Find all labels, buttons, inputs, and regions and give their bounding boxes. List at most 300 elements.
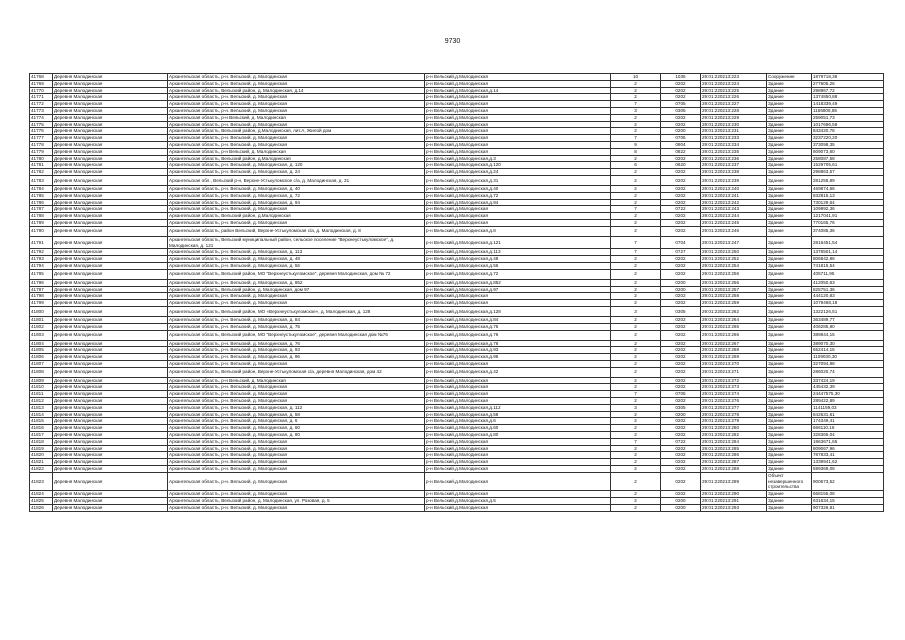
cell-short-address: р-н Вельский,д.Малодинская — [425, 472, 611, 490]
cell-short-address: р-н Вельский,д.Малодинская — [425, 94, 611, 101]
cell-row-number: 41817 — [30, 432, 53, 439]
cell-short-address: р-н Вельский,д.Малодинская — [425, 101, 611, 108]
cell-category-code: 0202 — [661, 347, 701, 354]
cell-area-code: 7 — [611, 249, 661, 256]
cell-cadastral-value: 328365,04 — [812, 432, 884, 439]
cell-category-code: 0200 — [661, 128, 701, 135]
cell-settlement: Деревня Малодинская — [53, 330, 168, 340]
cell-object-type: Здание — [767, 306, 812, 316]
cell-short-address: р-н Вельский,д.Малодинская,д.14 — [425, 87, 611, 94]
cell-row-number: 41809 — [30, 377, 53, 384]
cell-address: Архангельская область, р-н. Вельский, д. Малодинская — [168, 94, 425, 101]
cell-address: Архангельская область, р-н. Вельский, д. Малодинская, д. 60 — [168, 425, 425, 432]
cell-area-code: 2 — [611, 226, 661, 236]
cell-settlement: Деревня Малодинская — [53, 432, 168, 439]
cell-address: Архангельская область, р-н. Вельский, д. Малодинская, д. 112 — [168, 404, 425, 411]
cell-settlement: Деревня Малодинская — [53, 219, 168, 226]
cell-area-code: 9 — [611, 141, 661, 148]
cell-object-type: Здание — [767, 504, 812, 511]
table-row — [30, 391, 884, 398]
table-row — [30, 504, 884, 511]
cell-settlement: Деревня Малодинская — [53, 306, 168, 316]
cell-cadastral-number: 29:01:220213:228 — [701, 107, 767, 114]
cell-category-code: 0722 — [661, 206, 701, 213]
table-row — [30, 316, 884, 323]
cell-cadastral-value: 373098,35 — [812, 141, 884, 148]
cell-category-code: 0705 — [661, 391, 701, 398]
cell-address: Архангельская область, р-н. Вельский, д. Малодинская — [168, 206, 425, 213]
table-row — [30, 418, 884, 425]
cell-short-address: р-н Вельский,д.Малодинская — [425, 74, 611, 81]
cell-cadastral-value: 286020,74 — [812, 367, 884, 377]
cell-category-code: 0727 — [661, 249, 701, 256]
cell-area-code: 2 — [611, 80, 661, 87]
cell-short-address: р-н Вельский,д.Малодинская,д.5 — [425, 498, 611, 505]
cell-object-type: Здание — [767, 262, 812, 269]
cell-cadastral-value: 24447575,30 — [812, 391, 884, 398]
cell-area-code: 7 — [611, 236, 661, 249]
cell-short-address: р-н Вельский,д.Малодинская — [425, 128, 611, 135]
cell-short-address: р-н Вельский,д.Малодинская,д.72 — [425, 192, 611, 199]
cell-row-number: 41815 — [30, 418, 53, 425]
table-row — [30, 169, 884, 176]
cell-category-code: 0200 — [661, 504, 701, 511]
cell-row-number: 41779 — [30, 148, 53, 155]
cell-object-type: Здание — [767, 87, 812, 94]
cell-object-type: Здание — [767, 286, 812, 293]
cell-area-code: 7 — [611, 391, 661, 398]
cell-cadastral-value: 1156808,85 — [812, 107, 884, 114]
cell-cadastral-value: 631634,15 — [812, 498, 884, 505]
cell-address: Архангельская область, р-н. Вельский, д. Малодинская, д. 56 — [168, 262, 425, 269]
cell-cadastral-value: 666110,16 — [812, 425, 884, 432]
cell-short-address: р-н Вельский,д.Малодинская,д.31 — [425, 175, 611, 185]
cell-row-number: 41776 — [30, 128, 53, 135]
table-row — [30, 206, 884, 213]
cell-row-number: 41799 — [30, 300, 53, 307]
cell-area-code: 2 — [611, 452, 661, 459]
cell-area-code: 2 — [611, 445, 661, 452]
cell-row-number: 41768 — [30, 74, 53, 81]
cell-address: Архангельская область, р-н. Вельский, д. Малодинская, д. 24 — [168, 169, 425, 176]
cell-cadastral-number: 29:01:220213:290 — [701, 491, 767, 498]
cell-cadastral-value: 668155,08 — [812, 491, 884, 498]
cell-short-address: р-н Вельский,д.Малодинская — [425, 398, 611, 405]
cell-area-code: 2 — [611, 128, 661, 135]
cell-row-number: 41780 — [30, 155, 53, 162]
cell-short-address: р-н Вельский,д.Малодинская,д.94 — [425, 199, 611, 206]
cell-cadastral-number: 29:01:220213:247 — [701, 236, 767, 249]
cell-address: Архангельская область, р-н. Вельский, д. Малодинская — [168, 466, 425, 473]
cell-short-address: р-н Вельский,д.Малодинская,д.97 — [425, 286, 611, 293]
cell-row-number: 41812 — [30, 398, 53, 405]
cell-area-code: 2 — [611, 279, 661, 286]
cell-cadastral-value: 298863,57 — [812, 169, 884, 176]
cell-settlement: Деревня Малодинская — [53, 155, 168, 162]
cell-category-code: 0202 — [661, 213, 701, 220]
cell-row-number: 41811 — [30, 391, 53, 398]
cell-settlement: Деревня Малодинская — [53, 391, 168, 398]
cell-category-code: 0722 — [661, 438, 701, 445]
cell-cadastral-value: 770165,76 — [812, 219, 884, 226]
cell-area-code: 2 — [611, 293, 661, 300]
cell-cadastral-value: 730129,64 — [812, 199, 884, 206]
cell-settlement: Деревня Малодинская — [53, 249, 168, 256]
cell-cadastral-value: 842631,61 — [812, 411, 884, 418]
cell-address: Архангельская область, р-н. Вельский, д. Малодинская — [168, 472, 425, 490]
cell-address: Архангельская область, р-н. Вельский, д. Малодинская — [168, 445, 425, 452]
cell-area-code: 2 — [611, 213, 661, 220]
cell-cadastral-value: 406285,80 — [812, 323, 884, 330]
cell-row-number: 41825 — [30, 498, 53, 505]
cell-row-number: 41778 — [30, 141, 53, 148]
cell-address: Архангельская область, р-н. Вельский, д. Малодинская — [168, 491, 425, 498]
cell-category-code: 0620 — [661, 162, 701, 169]
cell-area-code: 2 — [611, 411, 661, 418]
table-row — [30, 384, 884, 391]
cell-row-number: 41770 — [30, 87, 53, 94]
cell-address: Архангельская область, Вельский район, МО "Верхнеустькуломское", деревня Малодинская дом №76 — [168, 330, 425, 340]
cell-short-address: р-н Вельский,д.Малодинская,д.75 — [425, 323, 611, 330]
cell-cadastral-number: 29:01:220213:276 — [701, 398, 767, 405]
cell-object-type: Здание — [767, 226, 812, 236]
cell-short-address: р-н Вельский,д.Малодинская — [425, 80, 611, 87]
cell-address: Архангельская область, р-н. Вельский, д. Малодинская — [168, 141, 425, 148]
cell-short-address: р-н Вельский,д.Малодинская,д.852 — [425, 279, 611, 286]
cell-object-type: Здание — [767, 169, 812, 176]
cell-cadastral-number: 29:01:220213:279 — [701, 418, 767, 425]
cell-cadastral-number: 29:01:220213:289 — [701, 472, 767, 490]
cell-address: Архангельская область, р-н. Вельский, д. Малодинская, д. 75 — [168, 323, 425, 330]
table-row — [30, 354, 884, 361]
cell-area-code: 2 — [611, 367, 661, 377]
cell-area-code: 2 — [611, 323, 661, 330]
cell-area-code: 2 — [611, 360, 661, 367]
cell-cadastral-number: 29:01:220213:256 — [701, 269, 767, 279]
cell-object-type: Здание — [767, 219, 812, 226]
cell-cadastral-number: 29:01:220213:265 — [701, 323, 767, 330]
cell-category-code: 0202 — [661, 300, 701, 307]
cell-cadastral-number: 29:01:220213:287 — [701, 459, 767, 466]
cell-short-address: р-н Вельский,д.Малодинская,д.113 — [425, 249, 611, 256]
cell-category-code: 0202 — [661, 360, 701, 367]
cell-short-address: р-н Вельский,д.Малодинская — [425, 293, 611, 300]
table-row — [30, 367, 884, 377]
cell-object-type: Здание — [767, 236, 812, 249]
cell-area-code: 7 — [611, 206, 661, 213]
cell-row-number: 41820 — [30, 452, 53, 459]
cell-cadastral-number: 29:01:220213:293 — [701, 504, 767, 511]
cell-area-code: 7 — [611, 101, 661, 108]
cell-object-type: Здание — [767, 300, 812, 307]
cell-settlement: Деревня Малодинская — [53, 192, 168, 199]
cell-area-code: 2 — [611, 384, 661, 391]
cell-cadastral-value: 1863671,65 — [812, 438, 884, 445]
cell-cadastral-value: 1079468,18 — [812, 300, 884, 307]
table-row — [30, 80, 884, 87]
cell-category-code: 0202 — [661, 432, 701, 439]
cell-category-code: 0202 — [661, 330, 701, 340]
cell-cadastral-value: 809067,96 — [812, 445, 884, 452]
cell-cadastral-value: 327094,88 — [812, 360, 884, 367]
cell-category-code: 0202 — [661, 323, 701, 330]
cell-short-address: р-н Вельский,д.Малодинская — [425, 300, 611, 307]
cell-cadastral-number: 29:01:220213:244 — [701, 213, 767, 220]
cell-object-type: Здание — [767, 128, 812, 135]
table-row — [30, 438, 884, 445]
cell-row-number: 41774 — [30, 114, 53, 121]
cell-address: Архангельская область, р-н. Вельский, д. Малодинская, д. 120 — [168, 162, 425, 169]
cell-cadastral-value: 787833,41 — [812, 452, 884, 459]
table-row — [30, 121, 884, 128]
cell-cadastral-value: 806842,86 — [812, 256, 884, 263]
cell-category-code: 0202 — [661, 384, 701, 391]
cell-area-code: 2 — [611, 504, 661, 511]
table-row — [30, 432, 884, 439]
cell-row-number: 41810 — [30, 384, 53, 391]
table-row — [30, 452, 884, 459]
cell-settlement: Деревня Малодинская — [53, 367, 168, 377]
cell-object-type: Здание — [767, 466, 812, 473]
table-row — [30, 128, 884, 135]
cell-address: Архангельская область, Вельский район, д.Малодинская, лит.А, Жилой дом — [168, 128, 425, 135]
cell-row-number: 41805 — [30, 347, 53, 354]
cell-settlement: Деревня Малодинская — [53, 438, 168, 445]
cell-settlement: Деревня Малодинская — [53, 199, 168, 206]
cell-settlement: Деревня Малодинская — [53, 74, 168, 81]
cell-cadastral-number: 29:01:220213:237 — [701, 162, 767, 169]
cell-settlement: Деревня Малодинская — [53, 148, 168, 155]
cell-row-number: 41803 — [30, 330, 53, 340]
cell-row-number: 41800 — [30, 306, 53, 316]
cell-cadastral-value: 445432,39 — [812, 384, 884, 391]
cell-category-code: 0202 — [661, 466, 701, 473]
table-row — [30, 219, 884, 226]
cell-short-address: р-н Вельский,д.Малодинская — [425, 114, 611, 121]
cell-address: Архангельская область, Вельский район, Верхне-Устькуломская с/а, деревня Малодинская, дом 42 — [168, 367, 425, 377]
cell-settlement: Деревня Малодинская — [53, 323, 168, 330]
cell-cadastral-number: 29:01:220213:236 — [701, 155, 767, 162]
cell-address: Архангельская область, р-н Вельский, д. Малодинская — [168, 377, 425, 384]
cell-address: Архангельская область, Вельский район, МО "Верхнеустькуломское", деревня Малодинская, дом № 72 — [168, 269, 425, 279]
cell-cadastral-number: 29:01:220213:229 — [701, 114, 767, 121]
table-row — [30, 114, 884, 121]
cell-cadastral-number: 29:01:220213:246 — [701, 226, 767, 236]
cell-cadastral-number: 29:01:220213:271 — [701, 367, 767, 377]
cell-category-code: 0202 — [661, 175, 701, 185]
cell-short-address: р-н Вельский,д.Малодинская,д.6 — [425, 418, 611, 425]
cell-cadastral-number: 29:01:220213:278 — [701, 411, 767, 418]
cell-area-code: 6 — [611, 162, 661, 169]
cell-category-code: 0202 — [661, 354, 701, 361]
cell-area-code: 2 — [611, 347, 661, 354]
cell-category-code: 0202 — [661, 185, 701, 192]
cell-cadastral-value: 281255,89 — [812, 175, 884, 185]
cell-category-code: 0200 — [661, 411, 701, 418]
cell-category-code: 0202 — [661, 94, 701, 101]
cell-object-type: Здание — [767, 185, 812, 192]
cell-cadastral-value: 843420,78 — [812, 128, 884, 135]
cell-cadastral-number: 29:01:220213:227 — [701, 101, 767, 108]
cell-cadastral-number: 29:01:220213:266 — [701, 330, 767, 340]
cell-address: Архангельская область, р-н. Вельский, д. Малодинская, д. 113 — [168, 249, 425, 256]
cell-cadastral-number: 29:01:220213:224 — [701, 80, 767, 87]
cell-row-number: 41794 — [30, 262, 53, 269]
cell-cadastral-value: 832815,13 — [812, 192, 884, 199]
cell-cadastral-value: 337424,19 — [812, 377, 884, 384]
cell-area-code: 2 — [611, 498, 661, 505]
cell-area-code: 8 — [611, 148, 661, 155]
cell-cadastral-value: 1879718,38 — [812, 74, 884, 81]
table-row — [30, 226, 884, 236]
cell-short-address: р-н Вельский,д.Малодинская — [425, 384, 611, 391]
cell-row-number: 41781 — [30, 162, 53, 169]
cell-row-number: 41814 — [30, 411, 53, 418]
cell-cadastral-number: 29:01:220213:243 — [701, 206, 767, 213]
cell-cadastral-number: 29:01:220213:231 — [701, 128, 767, 135]
cell-settlement: Деревня Малодинская — [53, 418, 168, 425]
cell-cadastral-number: 29:01:220213:256 — [701, 279, 767, 286]
cell-object-type: Здание — [767, 445, 812, 452]
cell-area-code: 3 — [611, 306, 661, 316]
table-row — [30, 101, 884, 108]
cell-row-number: 41826 — [30, 504, 53, 511]
cell-category-code: 0904 — [661, 141, 701, 148]
cell-address: Архангельская область, р-н. Вельский, д. Малодинская — [168, 391, 425, 398]
cell-short-address: р-н Вельский,д.Малодинская,д.128 — [425, 306, 611, 316]
table-row — [30, 466, 884, 473]
cell-row-number: 41819 — [30, 445, 53, 452]
cell-area-code: 2 — [611, 175, 661, 185]
cell-object-type: Здание — [767, 107, 812, 114]
cell-cadastral-number: 29:01:220213:230 — [701, 121, 767, 128]
cell-cadastral-value: 405711,95 — [812, 269, 884, 279]
cell-cadastral-value: 1529705,61 — [812, 162, 884, 169]
cell-settlement: Деревня Малодинская — [53, 445, 168, 452]
cell-category-code: 0200 — [661, 498, 701, 505]
cell-category-code: 0705 — [661, 101, 701, 108]
cell-short-address: р-н Вельский,д.Малодинская,д.42 — [425, 367, 611, 377]
cell-area-code: 2 — [611, 185, 661, 192]
cell-cadastral-number: 29:01:220213:252 — [701, 256, 767, 263]
cell-settlement: Деревня Малодинская — [53, 256, 168, 263]
cell-object-type: Сооружение — [767, 74, 812, 81]
cell-short-address: р-н Вельский,д.Малодинская,д.84 — [425, 316, 611, 323]
cell-category-code: 0704 — [661, 236, 701, 249]
cell-category-code: 0202 — [661, 256, 701, 263]
cell-address: Архангельская область, р-н. Вельский, д. Малодинская — [168, 74, 425, 81]
cell-category-code: 0202 — [661, 340, 701, 347]
table-row — [30, 249, 884, 256]
cell-category-code: 0705 — [661, 135, 701, 142]
table-row — [30, 87, 884, 94]
cell-object-type: Здание — [767, 330, 812, 340]
cell-address: Архангельская область, р-н. Вельский, д. Малодинская — [168, 121, 425, 128]
cell-cadastral-number: 29:01:220213:250 — [701, 249, 767, 256]
cell-cadastral-number: 29:01:220213:284 — [701, 438, 767, 445]
cell-cadastral-number: 29:01:220213:242 — [701, 199, 767, 206]
cell-cadastral-value: 809073,60 — [812, 148, 884, 155]
cell-settlement: Деревня Малодинская — [53, 491, 168, 498]
cell-object-type: Здание — [767, 418, 812, 425]
cell-area-code: 2 — [611, 466, 661, 473]
cell-row-number: 41818 — [30, 438, 53, 445]
cell-category-code: 0202 — [661, 377, 701, 384]
cell-cadastral-number: 29:01:220213:257 — [701, 286, 767, 293]
cell-area-code: 2 — [611, 94, 661, 101]
cell-address: Архангельская область, р-н. Вельский, д. Малодинская, д. 58 — [168, 411, 425, 418]
cell-category-code: 1035 — [661, 74, 701, 81]
cell-row-number: 41801 — [30, 316, 53, 323]
cell-row-number: 41791 — [30, 236, 53, 249]
cell-object-type: Здание — [767, 155, 812, 162]
cell-area-code: 2 — [611, 262, 661, 269]
table-row — [30, 141, 884, 148]
cell-object-type: Здание — [767, 249, 812, 256]
cell-area-code: 2 — [611, 169, 661, 176]
cell-category-code: 0202 — [661, 80, 701, 87]
cell-row-number: 41789 — [30, 219, 53, 226]
page-number: 9730 — [444, 38, 461, 45]
cell-area-code: 3 — [611, 404, 661, 411]
cell-row-number: 41771 — [30, 94, 53, 101]
cell-cadastral-value: 1217041,91 — [812, 213, 884, 220]
cell-cadastral-value: 469874,66 — [812, 185, 884, 192]
cell-row-number: 41783 — [30, 175, 53, 185]
cell-category-code: 0202 — [661, 293, 701, 300]
cell-settlement: Деревня Малодинская — [53, 340, 168, 347]
table-row — [30, 74, 884, 81]
table-row — [30, 199, 884, 206]
table-row — [30, 262, 884, 269]
cell-cadastral-number: 29:01:220213:233 — [701, 135, 767, 142]
cell-settlement: Деревня Малодинская — [53, 286, 168, 293]
cell-cadastral-number: 29:01:220213:282 — [701, 432, 767, 439]
cell-address: Архангельская область, р-н. Вельский, д. Малодинская — [168, 80, 425, 87]
cell-cadastral-value: 298967,72 — [812, 87, 884, 94]
cell-address: Архангельская область, р-н. Вельский, д. Малодинская, д. 84 — [168, 316, 425, 323]
cell-settlement: Деревня Малодинская — [53, 121, 168, 128]
cell-object-type: Здание — [767, 404, 812, 411]
cell-settlement: Деревня Малодинская — [53, 128, 168, 135]
cell-row-number: 41784 — [30, 185, 53, 192]
cell-object-type: Здание — [767, 432, 812, 439]
cell-cadastral-number: 29:01:220213:286 — [701, 452, 767, 459]
cell-short-address: р-н Вельский,д.Малодинская — [425, 438, 611, 445]
cell-short-address: р-н Вельский,д.Малодинская — [425, 135, 611, 142]
cell-settlement: Деревня Малодинская — [53, 185, 168, 192]
cell-object-type: Здание — [767, 293, 812, 300]
cell-area-code: 2 — [611, 269, 661, 279]
cell-settlement: Деревня Малодинская — [53, 472, 168, 490]
cell-address: Архангельская область, р-н. Вельский, д. Малодинская — [168, 504, 425, 511]
cell-row-number: 41792 — [30, 249, 53, 256]
table-row — [30, 360, 884, 367]
cell-short-address: р-н Вельский,д.Малодинская — [425, 504, 611, 511]
cell-row-number: 41822 — [30, 466, 53, 473]
cell-cadastral-value: 1374850,88 — [812, 94, 884, 101]
cell-area-code: 2 — [611, 340, 661, 347]
cell-address: Архангельская область, Вельский район, д.Малодинская — [168, 213, 425, 220]
cell-cadastral-value: 2816451,54 — [812, 236, 884, 249]
cell-cadastral-value: 1141159,03 — [812, 404, 884, 411]
cell-area-code: 2 — [611, 425, 661, 432]
cell-area-code: 2 — [611, 256, 661, 263]
cell-short-address: р-н Вельский,д.Малодинская,д.96 — [425, 354, 611, 361]
cell-row-number: 41773 — [30, 107, 53, 114]
table-row — [30, 398, 884, 405]
cell-category-code: 0305 — [661, 404, 701, 411]
